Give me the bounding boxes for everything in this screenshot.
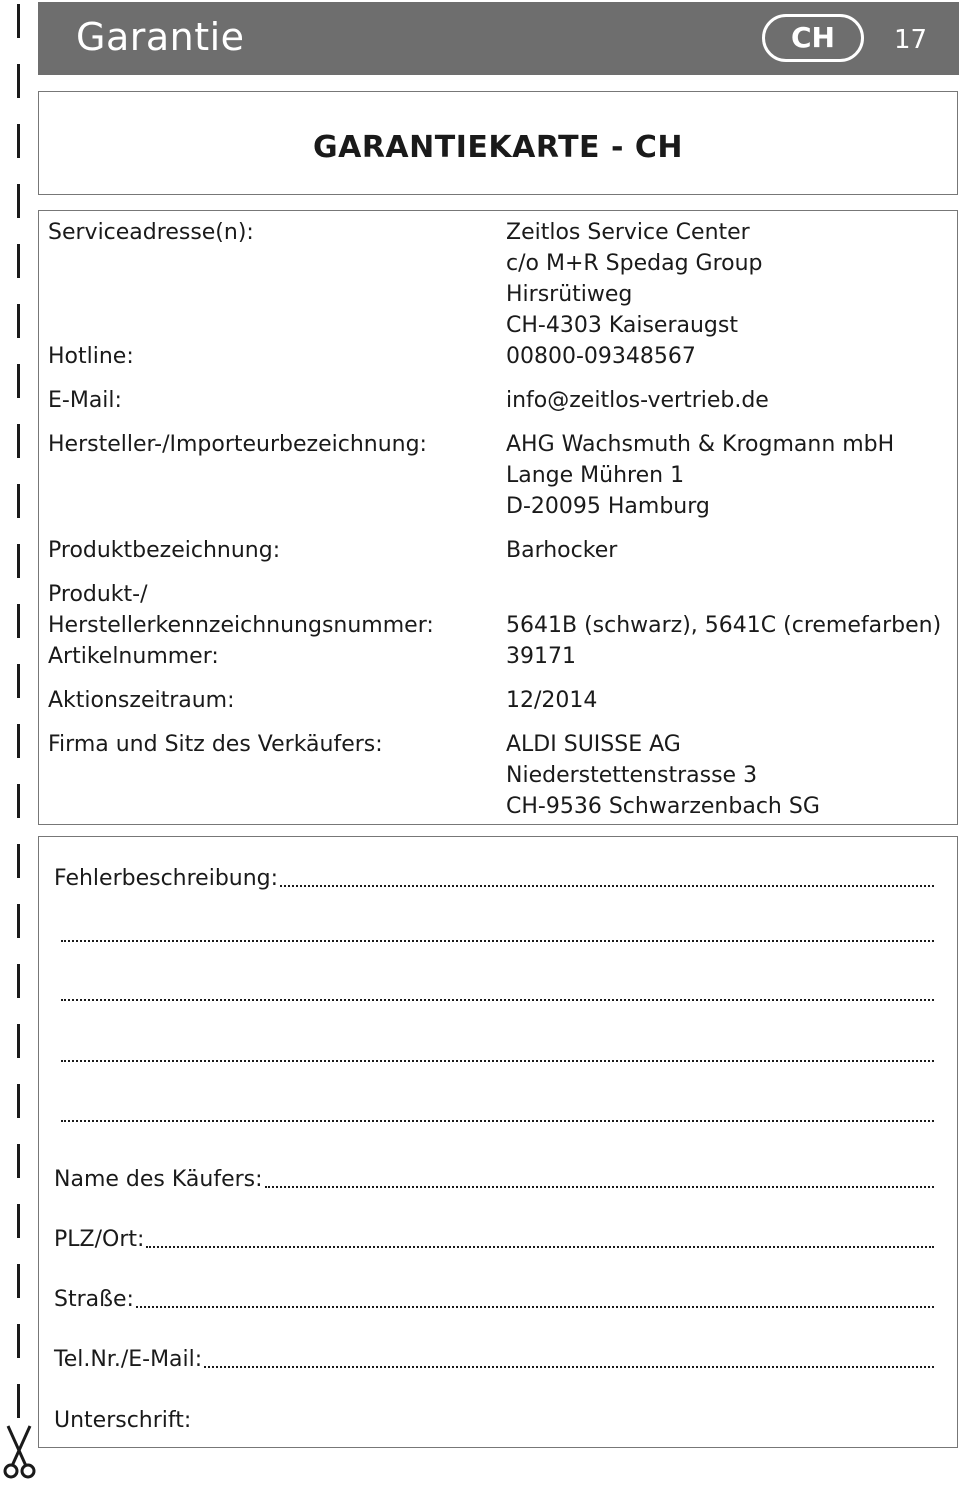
service-address-line: c/o M+R Spedag Group <box>506 251 763 276</box>
phone-email-label: Tel.Nr./E-Mail: <box>54 1347 203 1372</box>
seller-line: Niederstettenstrasse 3 <box>506 763 758 788</box>
manufacturer-line: AHG Wachsmuth & Krogmann mbH <box>506 432 895 457</box>
email-label: E-Mail: <box>48 388 122 413</box>
phone-email-field[interactable] <box>54 1344 934 1375</box>
fault-description-field[interactable] <box>54 863 934 894</box>
email-value: info@zeitlos-vertrieb.de <box>506 388 769 413</box>
card-title: GARANTIEKARTE - CH <box>312 130 684 165</box>
manufacturer-line: D-20095 Hamburg <box>506 494 710 519</box>
page-header <box>38 2 959 75</box>
product-value: Barhocker <box>506 538 618 563</box>
dotted-line <box>265 1186 934 1188</box>
section-title: Garantie <box>76 15 245 59</box>
street-label: Straße: <box>54 1287 134 1312</box>
cut-line <box>12 0 26 1440</box>
buyer-name-label: Name des Käufers: <box>54 1167 263 1192</box>
signature-label: Unterschrift: <box>54 1408 192 1433</box>
service-address-line: Zeitlos Service Center <box>506 220 750 245</box>
card-title-box <box>38 91 958 195</box>
buyer-name-field[interactable] <box>54 1164 934 1195</box>
service-info-box <box>38 210 958 825</box>
fault-description-line[interactable] <box>61 1120 934 1122</box>
product-number-label: Produkt-/ <box>48 582 148 607</box>
seller-line: CH-9536 Schwarzenbach SG <box>506 794 820 819</box>
zip-city-field[interactable] <box>54 1224 934 1255</box>
fault-description-line[interactable] <box>61 999 934 1001</box>
service-address-line: CH-4303 Kaiseraugst <box>506 313 738 338</box>
hotline-label: Hotline: <box>48 344 134 369</box>
product-number-label: Herstellerkennzeichnungsnummer: <box>48 613 434 638</box>
fault-description-line[interactable] <box>61 940 934 942</box>
promo-period-label: Aktionszeitraum: <box>48 688 235 713</box>
service-address-line: Hirsrütiweg <box>506 282 633 307</box>
street-field[interactable] <box>54 1284 934 1315</box>
page-number: 17 <box>894 25 928 55</box>
service-address-label: Serviceadresse(n): <box>48 220 254 245</box>
article-value: 39171 <box>506 644 576 669</box>
product-label: Produktbezeichnung: <box>48 538 281 563</box>
seller-line: ALDI SUISSE AG <box>506 732 681 757</box>
article-label: Artikelnummer: <box>48 644 219 669</box>
country-badge: CH <box>762 14 864 62</box>
manufacturer-line: Lange Mühren 1 <box>506 463 685 488</box>
customer-form-box <box>38 836 958 1448</box>
promo-period-value: 12/2014 <box>506 688 598 713</box>
dotted-line <box>136 1306 934 1308</box>
dotted-line <box>204 1366 934 1368</box>
manufacturer-label: Hersteller-/Importeurbezeichnung: <box>48 432 427 457</box>
fault-description-line[interactable] <box>61 1060 934 1062</box>
hotline-value: 00800-09348567 <box>506 344 696 369</box>
product-number-value: 5641B (schwarz), 5641C (cremefarben) <box>506 613 942 638</box>
zip-city-label: PLZ/Ort: <box>54 1227 145 1252</box>
fault-description-label: Fehlerbeschreibung: <box>54 866 279 891</box>
scissors-icon <box>0 1422 40 1480</box>
dotted-line <box>280 885 934 887</box>
dotted-line <box>146 1246 934 1248</box>
seller-label: Firma und Sitz des Verkäufers: <box>48 732 383 757</box>
